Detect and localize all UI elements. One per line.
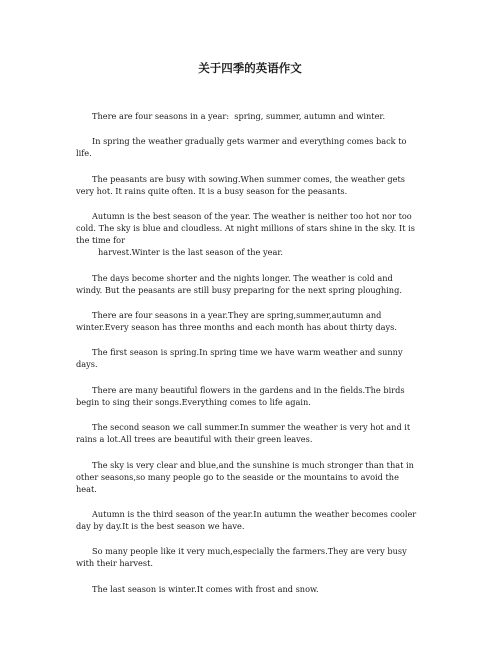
paragraph <box>76 508 418 532</box>
paragraph-text: There are many beautiful flowers in the gardens and in the fields.The birds begin to sing their songs.Everything comes to life again. <box>76 384 408 407</box>
paragraph <box>76 173 418 197</box>
paragraph <box>76 583 418 595</box>
paragraph-text: The days become shorter and the nights longer. The weather is cold and windy. But the peasants are still busy preparing for the next spring ploughing. <box>76 272 402 295</box>
paragraph-continuation: harvest.Winter is the last season of the year. <box>98 247 283 258</box>
paragraph <box>76 545 418 569</box>
paragraph-text: So many people like it very much,especially the farmers.They are very busy with their harvest. <box>76 546 410 569</box>
paragraph-text: There are four seasons in a year.They are spring,summer,autumn and winter.Every season has three months and each month has about thirty days. <box>76 309 397 332</box>
paragraph <box>76 210 418 258</box>
paragraph <box>76 459 418 495</box>
paragraph <box>76 272 418 296</box>
paragraph <box>76 346 418 370</box>
paragraph-text: The first season is spring.In spring time we have warm weather and sunny days. <box>76 347 406 370</box>
paragraph <box>76 421 418 445</box>
paragraph-text: Autumn is the third season of the year.In autumn the weather becomes cooler day by day.It is the best season we have. <box>76 508 419 531</box>
paragraph <box>76 110 418 122</box>
paragraph-text: There are four seasons in a year: spring, summer, autumn and winter. <box>92 111 386 121</box>
document-title: 关于四季的英语作文 <box>198 61 302 75</box>
paragraph-text: In spring the weather gradually gets warmer and everything comes back to life. <box>76 136 410 159</box>
paragraph-text: The peasants are busy with sowing.When summer comes, the weather gets very hot. It rains quite often. It is a busy season for the peasants. <box>76 173 408 196</box>
paragraph <box>76 309 418 333</box>
paragraph-text: The last season is winter.It comes with frost and snow. <box>92 583 319 594</box>
paragraph <box>76 384 418 408</box>
paragraph-text: Autumn is the best season of the year. The weather is neither too hot nor too cold. The sky is blue and cloudless. At night millions of stars shine in the sky. It is the time for <box>76 211 418 246</box>
paragraph-text: The sky is very clear and blue,and the sunshine is much stronger than that in other seasons,so many people go to the seaside or the mountains to avoid the heat. <box>76 459 417 494</box>
paragraph-text: The second season we call summer.In summer the weather is very hot and it rains a lot.All trees are beautiful with their green leaves. <box>76 422 413 445</box>
paragraph <box>76 135 418 159</box>
